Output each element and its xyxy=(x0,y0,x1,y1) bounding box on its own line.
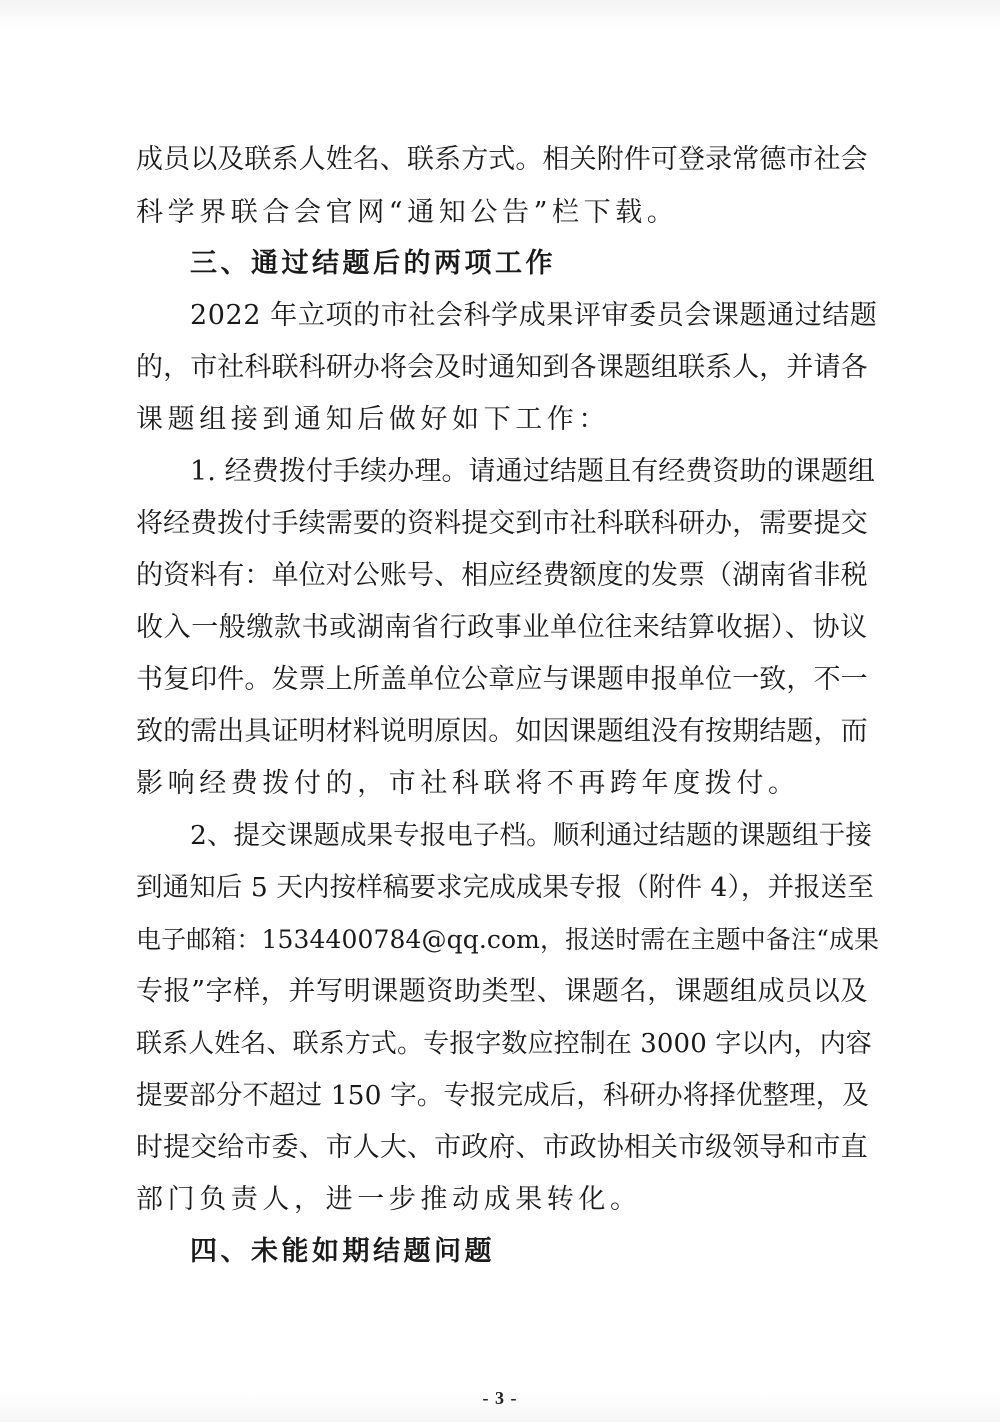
text-line: 提要部分不超过 150 字。专报完成后，科研办将择优整理，及 xyxy=(136,1080,869,1111)
text-line: 致的需出具证明材料说明原因。如因课题组没有按期结题，而 xyxy=(136,716,868,747)
text-line: 的，市社科联科研办将会及时通知到各课题组联系人，并请各 xyxy=(136,352,868,383)
text-line: 科学界联合会官网“通知公告”栏下载。 xyxy=(136,197,679,228)
text-line: 1. 经费拨付手续办理。请通过结题且有经费资助的课题组 xyxy=(190,456,876,487)
text-line: 部门负责人，进一步推动成果转化。 xyxy=(136,1184,642,1215)
text-line: 到通知后 5 天内按样稿要求完成成果专报（附件 4），并报送至 xyxy=(136,872,874,903)
section-heading-four: 四、未能如期结题问题 xyxy=(190,1236,495,1267)
text-line: 书复印件。发票上所盖单位公章应与课题申报单位一致，不一 xyxy=(136,664,868,695)
text-line: 影响经费拨付的，市社科联将不再跨年度拨付。 xyxy=(136,768,800,799)
text-line: 的资料有：单位对公账号、相应经费额度的发票（湖南省非税 xyxy=(136,560,868,591)
text-line: 2、提交课题成果专报电子档。顺利通过结题的课题组于接 xyxy=(190,820,872,851)
text-line: 联系人姓名、联系方式。专报字数应控制在 3000 字以内，内容 xyxy=(136,1029,872,1059)
text-line: 专报”字样，并写明课题资助类型、课题名，课题组成员以及 xyxy=(136,976,869,1007)
section-heading-three: 三、通过结题后的两项工作 xyxy=(190,248,556,279)
text-line: 课题组接到通知后做好如下工作： xyxy=(136,404,610,435)
page-number: - 3 - xyxy=(482,1388,518,1408)
text-line: 时提交给市委、市人大、市政府、市政协相关市级领导和市直 xyxy=(136,1132,868,1163)
text-line: 电子邮箱：1534400784@qq.com，报送时需在主题中备注“成果 xyxy=(136,925,880,954)
text-line: 收入一般缴款书或湖南省行政事业单位往来结算收据）、协议 xyxy=(136,612,868,643)
text-line: 2022 年立项的市社会科学成果评审委员会课题通过结题 xyxy=(190,300,878,331)
text-line: 将经费拨付手续需要的资料提交到市社科联科研办，需要提交 xyxy=(136,508,868,539)
text-line: 成员以及联系人姓名、联系方式。相关附件可登录常德市社会 xyxy=(136,144,868,175)
